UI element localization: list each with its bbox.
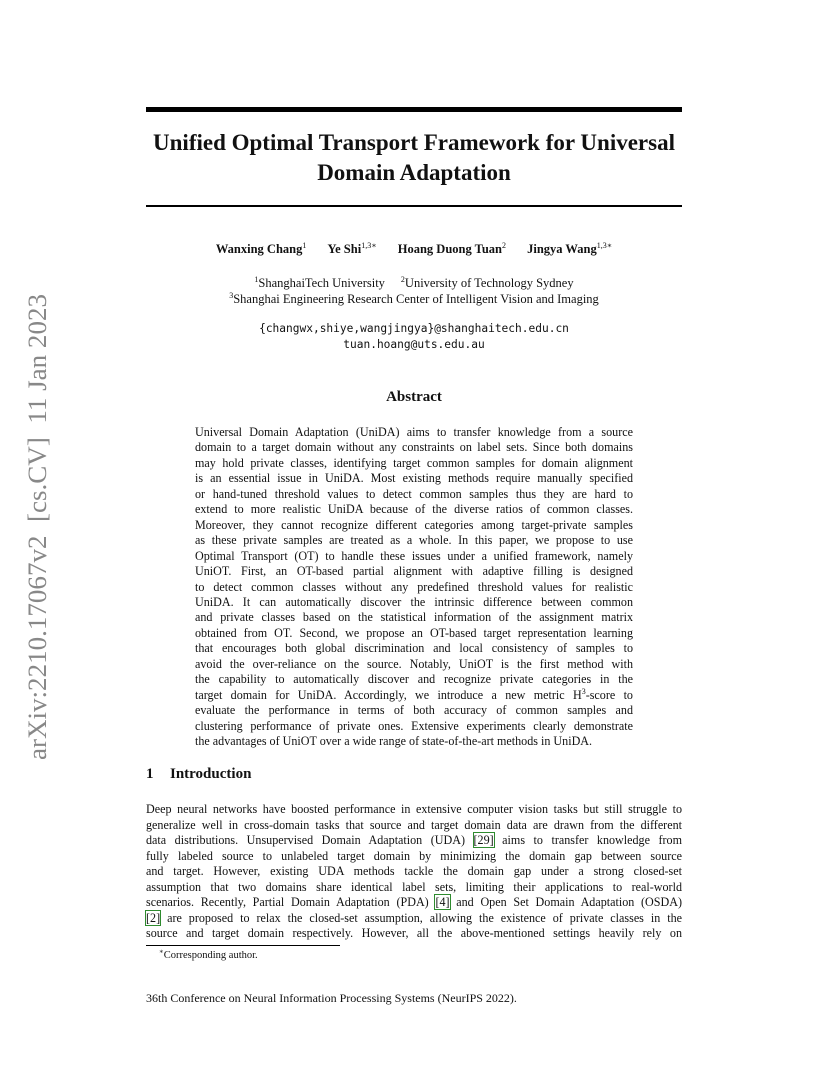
- intro-text: aims to transfer knowledge from: [493, 833, 682, 847]
- abstract-line: avoid the over-reliance on the source. Notably, UniOT is the first method with: [195, 656, 633, 671]
- author: [527, 242, 612, 256]
- author-marks: 1,3∗: [596, 240, 613, 250]
- abstract-line-metric: [195, 688, 633, 703]
- abstract-line: as these private samples are treated as a whole. In this paper, we propose to use: [195, 533, 633, 548]
- footnote-rule: [146, 945, 340, 946]
- intro-line: Deep neural networks have boosted performance in extensive computer vision tasks but still struggle to: [146, 802, 682, 816]
- abstract-line: UniDA. It can automatically discover the intrinsic difference between common: [195, 594, 633, 609]
- title-top-rule: [146, 107, 682, 112]
- intro-line: fully labeled source to unlabeled target domain by minimizing the domain gap between source: [146, 848, 682, 863]
- affiliation-line: [146, 291, 682, 307]
- intro-line: source and target domain respectively. However, all the above-mentioned settings heavily rely on: [146, 926, 682, 940]
- footnote: [159, 947, 258, 961]
- author-name: Hoang Duong Tuan: [397, 242, 502, 256]
- intro-text: and Open Set Domain Adaptation (OSDA): [449, 895, 683, 909]
- abstract-line: Optimal Transport (OT) to handle these issues under a unified framework, namely: [195, 548, 633, 563]
- section-number: 1: [146, 766, 154, 782]
- abstract-line: clustering performance of private ones. Extensive experiments clearly demonstrate: [195, 718, 633, 733]
- introduction-body: [146, 802, 682, 942]
- intro-text: scenarios. Recently, Partial Domain Adaptation (PDA): [146, 895, 436, 909]
- abstract-body: [195, 425, 633, 750]
- abstract-line: or hand-tuned threshold values to detect common samples thus they are hard to: [195, 486, 633, 501]
- author: [327, 242, 376, 256]
- abstract-line: extend to more realistic UniDA because of the diverse ratios of common classes.: [195, 502, 633, 517]
- affiliation-name: ShanghaiTech University: [258, 276, 385, 290]
- arxiv-id: arXiv:2210.17067v2 [cs.CV] 11 Jan 2023: [23, 311, 52, 760]
- author-name: Wanxing Chang: [215, 242, 303, 256]
- abstract-line: obtained from OT. Second, we propose an OT-based target representation learning: [195, 625, 633, 640]
- intro-line: generalize well in cross-domain tasks that source and target domain data are drawn from the different: [146, 817, 682, 832]
- author-marks: 2: [501, 240, 506, 250]
- abstract-line: UniOT. First, an OT-based partial alignment with adaptive filling is designed: [195, 564, 633, 579]
- author: [216, 242, 307, 256]
- author-name: Jingya Wang: [527, 242, 597, 256]
- abstract-line: is an essential issue in UniDA. Most existing methods require manually specified: [195, 471, 633, 486]
- intro-line: assumption that two domains share identical label sets, limiting their applications to real-world: [146, 879, 682, 894]
- affiliation-line: [146, 275, 682, 291]
- citation-link[interactable]: [29]: [473, 833, 494, 847]
- citation-link[interactable]: [2]: [146, 910, 161, 925]
- title-line-2: Domain Adaptation: [317, 160, 511, 185]
- affiliation-mark: 2: [400, 274, 405, 284]
- intro-line: [146, 911, 682, 927]
- citation-link[interactable]: [4]: [435, 895, 450, 909]
- affiliations: [146, 275, 682, 307]
- intro-line: [146, 833, 682, 849]
- affiliation-mark: 1: [254, 274, 259, 284]
- abstract-line: and private classes based on the statistical information of the assignment matrix: [195, 610, 633, 625]
- email-line: tuan.hoang@uts.edu.au: [343, 338, 485, 351]
- abstract-line: evaluate the performance in terms of both accuracy of common samples and: [195, 703, 633, 718]
- author: [398, 242, 506, 256]
- title-bottom-rule: [146, 205, 682, 207]
- affiliation-mark: 3: [229, 290, 234, 300]
- section-title: Introduction: [170, 766, 252, 782]
- email-line: {changwx,shiye,wangjingya}@shanghaitech.edu.cn: [259, 322, 569, 335]
- metric-tail: -score to: [585, 687, 633, 702]
- abstract-line: that encourages both global discrimination and local consistency of samples to: [195, 641, 633, 656]
- author-marks: 1,3∗: [361, 240, 377, 250]
- abstract-line: Moreover, they cannot recognize different categories among target-private samples: [195, 517, 633, 532]
- section-heading: [146, 766, 251, 783]
- paper-title: [146, 128, 682, 188]
- abstract-line: to detect common classes without any predefined threshold values for realistic: [195, 579, 633, 594]
- abstract-line: domain to a target domain without any constraints on label sets. Since both domains: [195, 440, 633, 455]
- intro-text: data distributions. Unsupervised Domain Adaptation (UDA): [146, 833, 474, 847]
- intro-line: [146, 895, 682, 911]
- arxiv-stamp: [16, 290, 56, 760]
- abstract-line: the capability to automatically discover and recognize private categories in the: [195, 672, 633, 687]
- author-name: Ye Shi: [327, 242, 362, 256]
- affiliation-name: University of Technology Sydney: [404, 276, 574, 290]
- intro-line: and target. However, existing UDA methods tackle the domain gap under a strong closed-set: [146, 864, 682, 878]
- abstract-line-text: target domain for UniDA. Accordingly, we introduce a new metric H: [195, 687, 582, 702]
- affiliation-name: Shanghai Engineering Research Center of Intelligent Vision and Imaging: [233, 292, 599, 306]
- abstract-line: Universal Domain Adaptation (UniDA) aims to transfer knowledge from a source: [195, 425, 633, 439]
- conference-note: 36th Conference on Neural Information Processing Systems (NeurIPS 2022).: [146, 991, 517, 1005]
- title-line-1: Unified Optimal Transport Framework for Universal: [153, 130, 675, 155]
- author-list: [146, 242, 682, 257]
- intro-text: are proposed to relax the closed-set assumption, allowing the existence of private classes in the: [160, 910, 682, 925]
- footnote-mark: ∗: [159, 947, 164, 956]
- abstract-heading: Abstract: [386, 389, 442, 405]
- author-marks: 1: [302, 240, 307, 250]
- abstract-line: may hold private classes, identifying target common samples for domain alignment: [195, 455, 633, 470]
- footnote-text: Corresponding author.: [163, 950, 258, 961]
- abstract-line: the advantages of UniOT over a wide range of state-of-the-art methods in UniDA.: [195, 734, 593, 749]
- author-emails: [146, 321, 682, 353]
- metric-superscript: 3: [581, 686, 586, 696]
